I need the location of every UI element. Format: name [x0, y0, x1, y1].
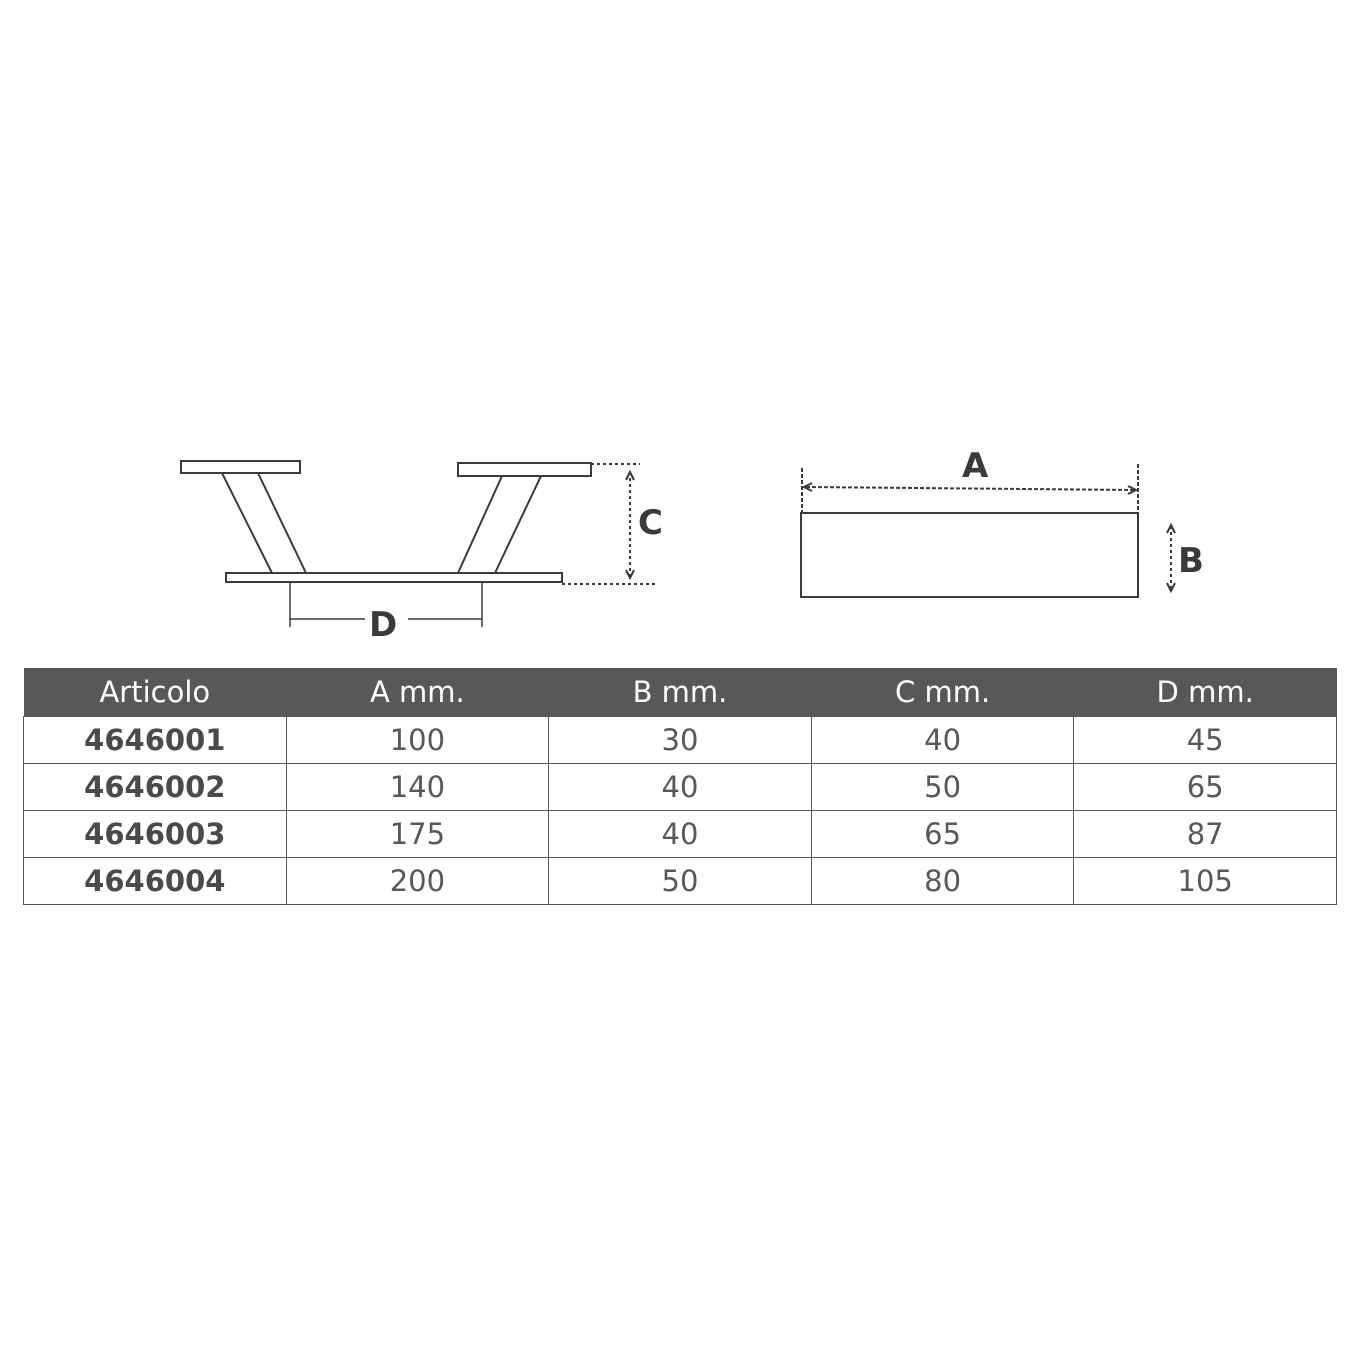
cell-d: 65 — [1074, 764, 1337, 811]
header-articolo: Articolo — [24, 668, 287, 717]
left-horn — [181, 461, 300, 473]
cell-articolo: 4646002 — [24, 764, 287, 811]
header-c: C mm. — [811, 668, 1074, 717]
cell-articolo: 4646004 — [24, 858, 287, 905]
header-d: D mm. — [1074, 668, 1337, 717]
cell-b: 40 — [549, 764, 812, 811]
header-b: B mm. — [549, 668, 812, 717]
side-view — [181, 461, 655, 627]
cell-b: 40 — [549, 811, 812, 858]
dimensions-table — [23, 668, 1337, 905]
cell-b: 30 — [549, 717, 812, 764]
header-a: A mm. — [286, 668, 549, 717]
cell-d: 45 — [1074, 717, 1337, 764]
label-a: A — [962, 446, 989, 486]
cleat-base — [226, 573, 562, 582]
table-row — [24, 858, 1337, 905]
cell-articolo: 4646003 — [24, 811, 287, 858]
label-d: D — [369, 605, 398, 645]
label-c: C — [638, 503, 663, 543]
cell-d: 87 — [1074, 811, 1337, 858]
table-header-row — [24, 668, 1337, 717]
cell-a: 100 — [286, 717, 549, 764]
cell-d: 105 — [1074, 858, 1337, 905]
top-view-outline — [801, 513, 1138, 597]
technical-drawing — [0, 0, 1350, 660]
table-row — [24, 717, 1337, 764]
cell-articolo: 4646001 — [24, 717, 287, 764]
table-row — [24, 811, 1337, 858]
cell-c: 40 — [811, 717, 1074, 764]
cell-c: 50 — [811, 764, 1074, 811]
cell-c: 65 — [811, 811, 1074, 858]
cell-a: 200 — [286, 858, 549, 905]
cell-c: 80 — [811, 858, 1074, 905]
cell-a: 175 — [286, 811, 549, 858]
right-leg — [458, 476, 541, 573]
cell-a: 140 — [286, 764, 549, 811]
table-row — [24, 764, 1337, 811]
right-horn — [458, 463, 591, 476]
label-b: B — [1178, 541, 1204, 581]
cell-b: 50 — [549, 858, 812, 905]
left-leg — [222, 473, 306, 573]
